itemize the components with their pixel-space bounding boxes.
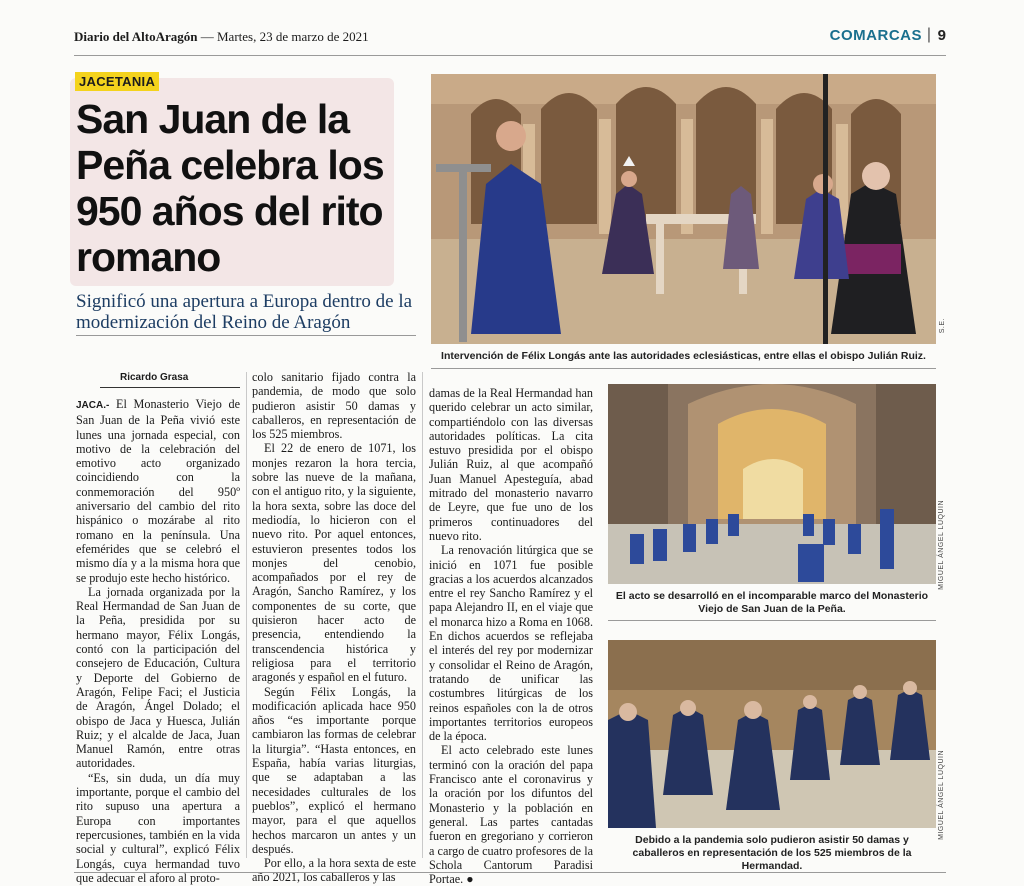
page-header xyxy=(74,24,946,56)
third-photo-caption: Debido a la pandemia solo pudieron asistir 50 damas y caballeros en representación de los 525 miembros de la Hermandad. xyxy=(632,834,912,872)
second-caption-rule xyxy=(608,620,936,621)
article-text: El acto celebrado este lunes terminó con la oración del papa Francisco ante el coronavirus y la oración por los difuntos del Monasterio y la población en general. Las partes cantadas fueron en gregoriano y corrieron a cargo de cuatro profesores de la Schola Cantorum Paradisi Portae. xyxy=(429,743,593,886)
issue-date: — Martes, 23 de marzo de 2021 xyxy=(200,29,369,44)
second-photo-credit: MIGUEL ÁNGEL LUQUIN xyxy=(938,500,945,590)
article-column-1 xyxy=(76,397,240,885)
main-photo-caption: Intervención de Félix Longás ante las autoridades eclesiásticas, entre ellas el obispo Julián Ruiz. xyxy=(441,350,926,362)
third-photo-credit: MIGUEL ÁNGEL LUQUIN xyxy=(938,750,945,840)
end-mark: ● xyxy=(466,872,474,886)
byline: Ricardo Grasa xyxy=(120,372,189,383)
main-photo-credit: S.E. xyxy=(939,318,946,334)
newspaper-dateline xyxy=(74,29,369,45)
column-divider xyxy=(422,372,423,858)
article-paragraph: La jornada organizada por la Real Hermandad de San Juan de la Peña, presidida por su hermano mayor, Félix Longás, contó con la participación del consejero de Educación, Cultura y Deporte del Gobierno de Aragón, Felipe Faci; el Justicia de Aragón, Ángel Dolado; el obispo de Jaca y Huesca, Julián Ruiz; y el alcalde de Jaca, Juan Manuel Ramón, entre otras autoridades. xyxy=(76,584,240,771)
deck-rule xyxy=(76,335,416,336)
attendees-image xyxy=(608,640,936,828)
article-paragraph: La renovación litúrgica que se inició en 1071 fue posible gracias a los acuerdos alcanzados entre el rey Sancho Ramírez y el papa Alejandro II, en el viaje que el monarca hizo a Roma en 1068. En dichos acuerdos se reflejaba el interés del rey por modernizar y consolidar el Reino de Aragón, tratando de unificar las costumbres litúrgicas de los reinos españoles con la de otros importantes territorios europeos de la época. xyxy=(429,543,593,744)
article-column-3 xyxy=(429,386,593,886)
column-divider xyxy=(246,372,247,858)
kicker: JACETANIA xyxy=(75,72,159,91)
article-paragraph: colo sanitario fijado contra la pandemia, de modo que solo pudieron asistir 50 damas y caballeros, en representación de los 525 miembros. xyxy=(252,370,416,442)
article-paragraph xyxy=(76,397,240,585)
main-photo xyxy=(431,74,936,344)
third-photo xyxy=(608,640,936,828)
article-paragraph: Según Félix Longás, la modificación aplicada hace 950 años “es importante porque cambiaron las formas de celebrar la liturgia”. “Hasta entonces, en España, había varias liturgias, que se adaptaban a las necesidades culturales de los pueblos”, explicó el hermano mayor, para el que aquellos hechos marcaron un antes y un después. xyxy=(252,684,416,856)
headline: San Juan de la Peña celebra los 950 años del rito romano xyxy=(76,96,384,280)
article-paragraph: El 22 de enero de 1071, los monjes rezaron la hora tercia, sobre las nueve de la mañana, con el antiguo rito, y la siguiente, la hora sexta, sobre las doce del mediodía, lo hicieron con el nuevo rito. Por aquel entonces, estuvieron presentes todos los monjes del cenobio, acompañados por el rey de Aragón, Sancho Ramírez, y los componentes de su corte, que quisieron hacer acto de presencia, entendiendo la transcendencia histórica y religiosa para el territorio aragonés y español en el futuro. xyxy=(252,441,416,685)
main-caption-rule xyxy=(431,368,936,369)
page-bottom-rule xyxy=(74,872,946,873)
location-tag: JACA.- xyxy=(76,400,110,411)
article-column-2 xyxy=(252,370,416,885)
article-paragraph: “Es, sin duda, un día muy importante, porque el cambio del rito supuso una apertura a Europa con importantes repercusiones, también en la vida social y cultural”, explicó Félix Longás, cuya hermandad tuvo que adecuar el aforo al proto- xyxy=(76,770,240,885)
newspaper-name: Diario del AltoAragón xyxy=(74,29,198,44)
monastery-nave-image xyxy=(608,384,936,584)
second-photo xyxy=(608,384,936,584)
article-paragraph: damas de la Real Hermandad han querido celebrar un acto similar, compartiéndolo con las diversas autoridades políticas. La cita estuvo presidida por el obispo Julián Ruiz, al que acompañó Juan Manuel Apesteguía, abad mitrado del monasterio navarro de Leyre, que fue uno de los primeros continuadores del nuevo rito. xyxy=(429,386,593,543)
deck: Significó una apertura a Europa dentro de la modernización del Reino de Aragón xyxy=(76,291,413,333)
second-photo-caption: El acto se desarrolló en el incomparable marco del Monasterio Viejo de San Juan de la Peña. xyxy=(615,590,929,615)
cloister-ceremony-image xyxy=(431,74,936,344)
header-separator: | xyxy=(926,26,931,43)
article-paragraph: Por ello, a la hora sexta de este año 2021, los caballeros y las xyxy=(252,856,416,885)
article-text: El Monasterio Viejo de San Juan de la Peña vivió este lunes una jornada especial, con motivo de la celebración del emotivo acto organizado coincidiendo con la conmemoración del 950º aniversario del cambio del rito hispánico o mozárabe al rito romano en la península. Una efemérides que se celebró el mismo día y a la misma hora que se produjo este hecho histórico. xyxy=(76,397,240,585)
byline-rule xyxy=(100,387,240,388)
article-paragraph xyxy=(429,743,593,886)
page-number: 9 xyxy=(937,27,946,44)
section-name: COMARCAS xyxy=(829,27,922,44)
